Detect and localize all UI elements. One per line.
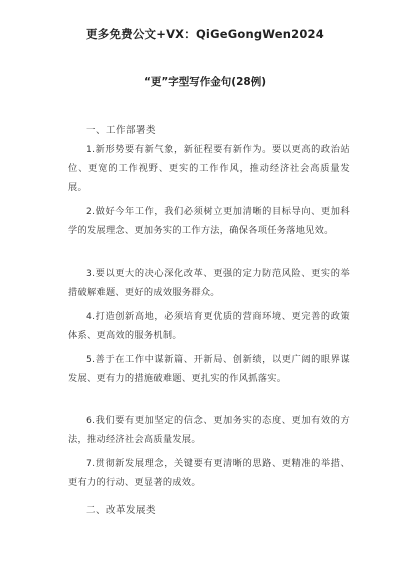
paragraph-6: 6.我们要有更加坚定的信念、更加务实的态度、更加有效的方法，推动经济社会高质量发展。	[68, 415, 350, 445]
paragraph-4: 4.打造创新高地，必须培育更优质的营商环境、更完善的政策体系、更高效的服务机制。	[68, 311, 350, 341]
watermark-header: 更多免费公文+VX：QiGeGongWen2024	[86, 27, 324, 41]
paragraph-5: 5.善于在工作中谋新篇、开新局、创新绩，以更广阔的眼界谋发展、更有力的措施破难题、更扎实的作风抓落实。	[68, 354, 350, 384]
document-title: “更”字型写作金句(28例)	[143, 76, 266, 88]
paragraph-7: 7.贯彻新发展理念，关键要有更清晰的思路、更精准的举措、更有力的行动、更显著的成效。	[68, 458, 350, 488]
section-heading-reform-development: 二、改革发展类	[86, 505, 157, 516]
paragraph-2: 2.做好今年工作，我们必须树立更加清晰的目标导向、更加科学的发展理念、更加务实的工作方法，确保各项任务落地见效。	[68, 206, 350, 236]
paragraph-1: 1.新形势要有新气象，新征程要有新作为。要以更高的政治站位、更宽的工作视野、更实的工作作风，推动经济社会高质量发展。	[68, 144, 350, 193]
section-heading-work-deployment: 一、工作部署类	[86, 125, 157, 136]
paragraph-3: 3.要以更大的决心深化改革、更强的定力防范风险、更实的举措破解难题、更好的成效服务群众。	[68, 268, 350, 298]
